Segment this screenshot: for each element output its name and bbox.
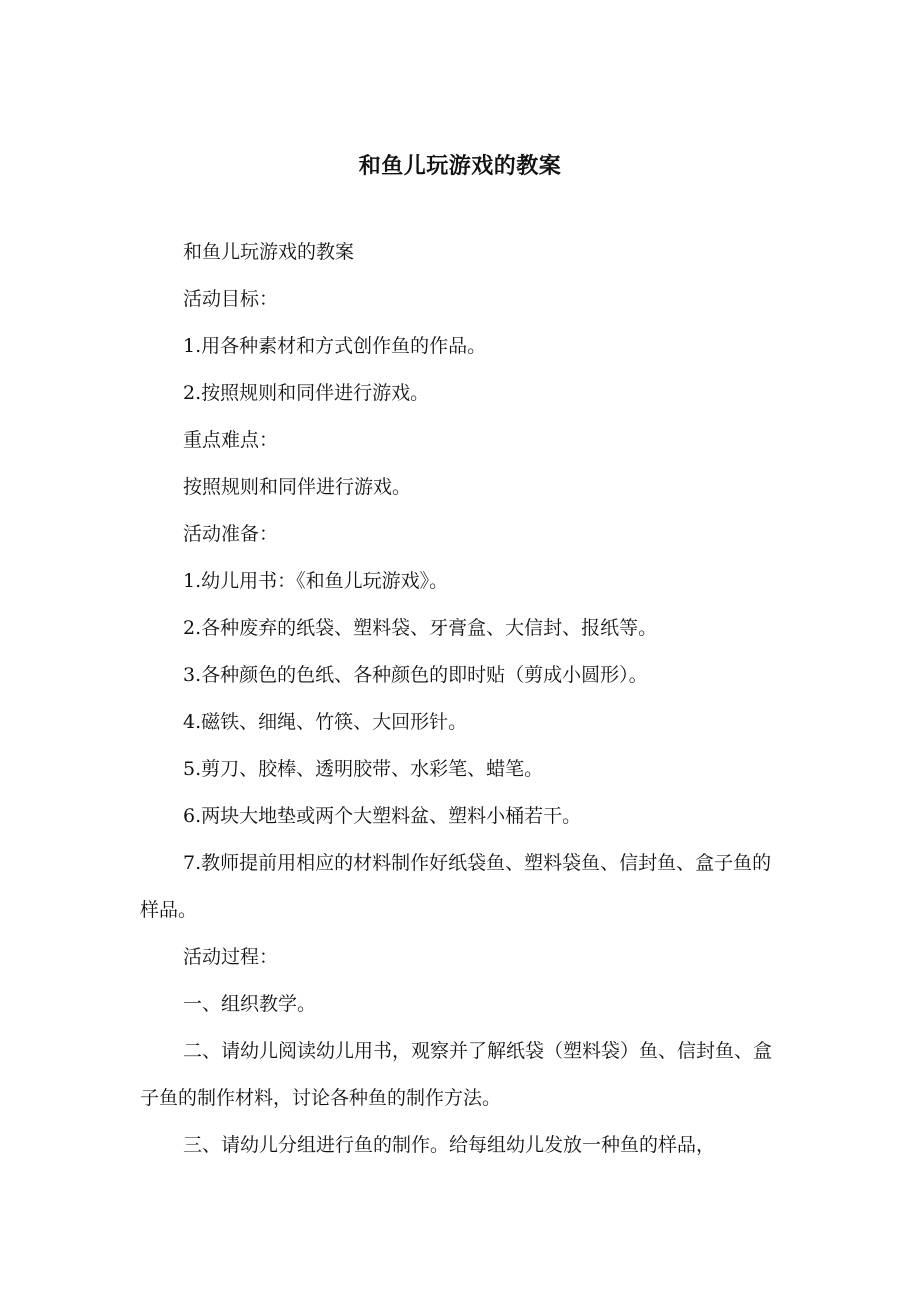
list-item: 7.教师提前用相应的材料制作好纸袋鱼、塑料袋鱼、信封鱼、盒子鱼的样品。 bbox=[140, 852, 772, 921]
list-item: 5.剪刀、胶棒、透明胶带、水彩笔、蜡笔。 bbox=[183, 758, 544, 780]
paragraph: 按照规则和同伴进行游戏。 bbox=[183, 476, 412, 498]
section-heading: 活动准备： bbox=[183, 523, 279, 545]
section-heading: 重点难点： bbox=[183, 429, 279, 451]
list-item: 3.各种颜色的色纸、各种颜色的即时贴（剪成小圆形）。 bbox=[183, 664, 648, 686]
list-item: 1.用各种素材和方式创作鱼的作品。 bbox=[183, 335, 487, 357]
document-title: 和鱼儿玩游戏的教案 bbox=[358, 154, 562, 179]
list-item: 三、请幼儿分组进行鱼的制作。给每组幼儿发放一种鱼的样品， bbox=[183, 1134, 716, 1156]
list-item: 2.按照规则和同伴进行游戏。 bbox=[183, 382, 430, 404]
list-item: 二、请幼儿阅读幼儿用书，观察并了解纸袋（塑料袋）鱼、信封鱼、盒子鱼的制作材料，讨论各种鱼的制作方法。 bbox=[140, 1040, 773, 1109]
section-heading: 活动过程： bbox=[183, 946, 279, 968]
document-body bbox=[140, 229, 790, 1169]
list-item: 6.两块大地垫或两个大塑料盆、塑料小桶若干。 bbox=[183, 805, 582, 827]
section-heading: 活动目标： bbox=[183, 288, 279, 310]
list-item: 4.磁铁、细绳、竹筷、大回形针。 bbox=[183, 711, 468, 733]
list-item: 一、组织教学。 bbox=[183, 993, 317, 1015]
list-item: 1.幼儿用书：《和鱼儿玩游戏》。 bbox=[183, 570, 449, 592]
paragraph: 和鱼儿玩游戏的教案 bbox=[183, 241, 355, 263]
list-item: 2.各种废弃的纸袋、塑料袋、牙膏盒、大信封、报纸等。 bbox=[183, 617, 658, 639]
